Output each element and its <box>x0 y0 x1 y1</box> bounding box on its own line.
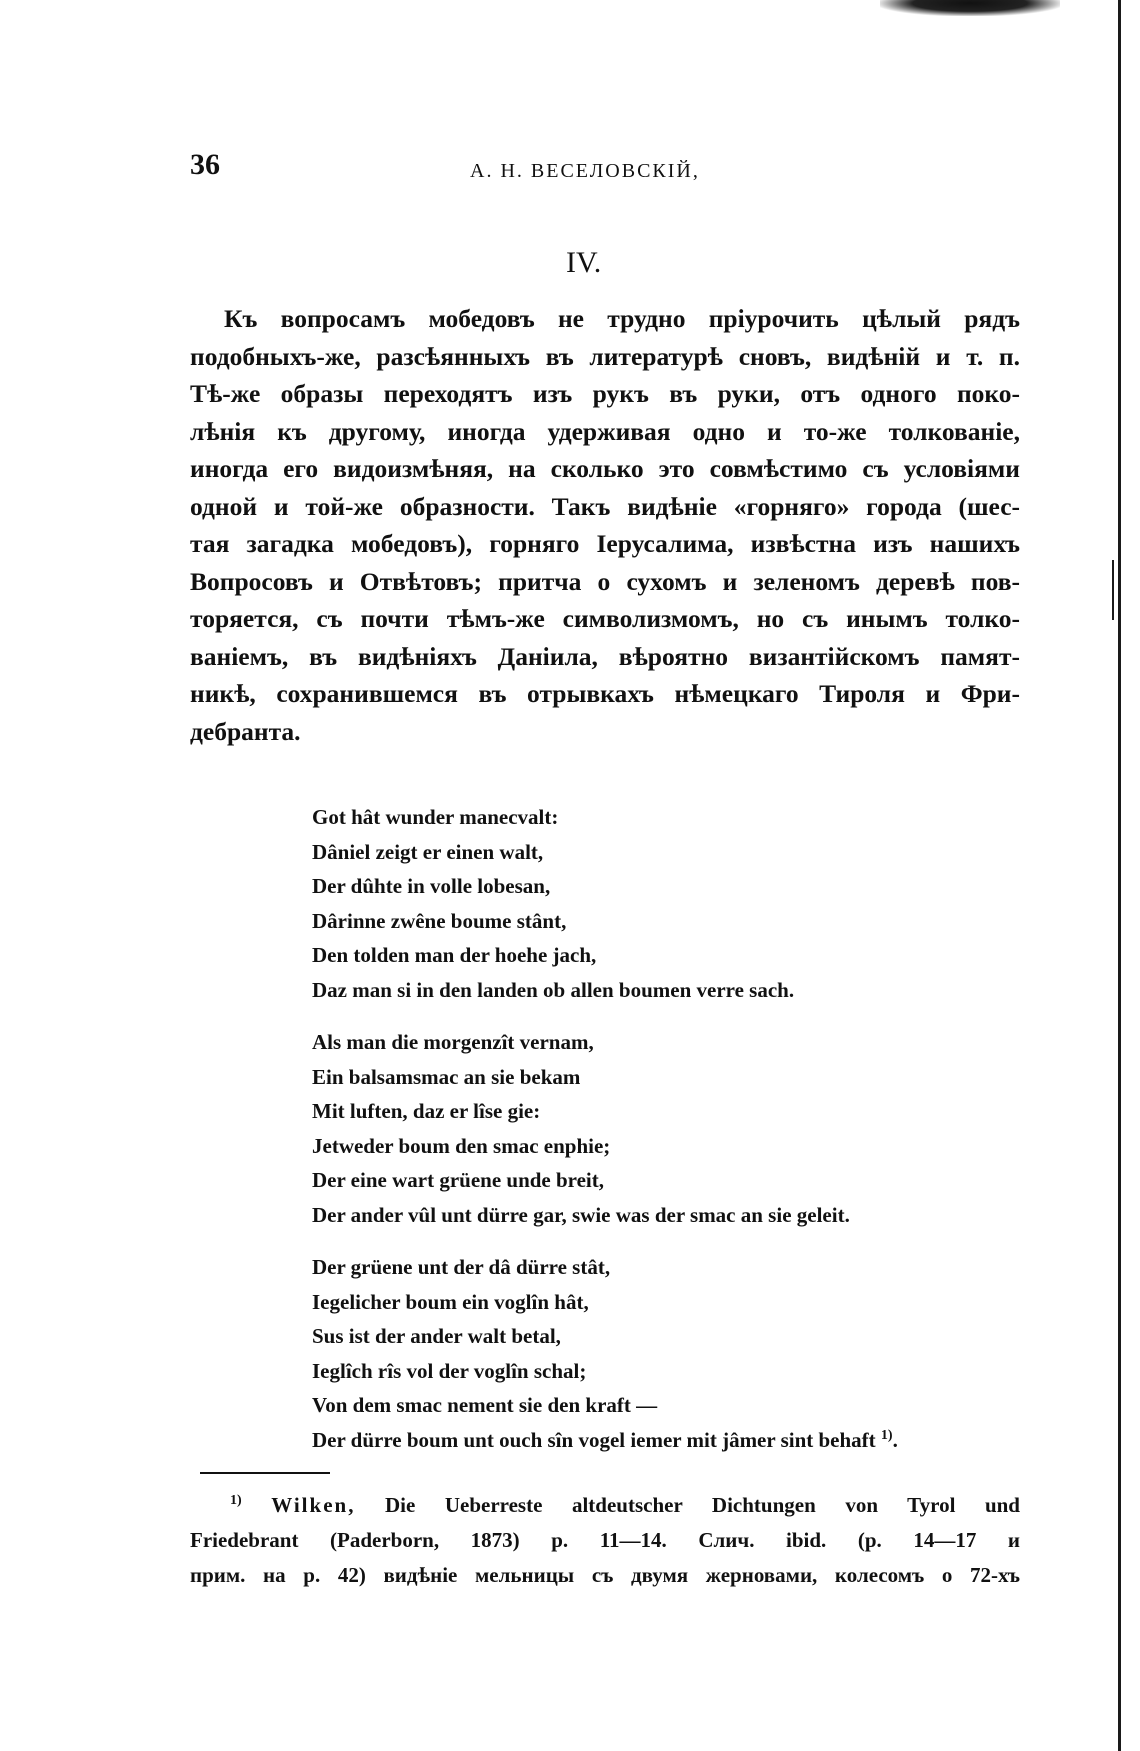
verse-line: Dâniel zeigt er einen walt, <box>312 839 544 864</box>
footnote-text: Die Ueberreste altdeutscher Dichtungen von Tyrol und <box>384 1493 1020 1517</box>
verse-line: Den tolden man der hoehe jach, <box>312 943 597 967</box>
verse-line: Ein balsamsmac an sie bekam <box>312 1064 581 1089</box>
verse-line: Von dem smac nement sie den kraft — <box>312 1393 658 1417</box>
verse-line: Got hât wunder manecvalt: <box>312 805 559 829</box>
footnote-line <box>190 1488 1020 1523</box>
paragraph-line: дебранта. <box>190 716 301 746</box>
poem-stanza-3 <box>312 1250 898 1457</box>
page-number: 36 <box>190 148 220 181</box>
footnote <box>190 1488 1020 1593</box>
verse-line: Der grüene unt der dâ dürre stât, <box>312 1255 611 1279</box>
footnote-line: прим. на р. 42) видѣніе мельницы съ двумя жерновами, колесомъ о 72-хъ <box>190 1563 1020 1587</box>
footnote-author: Wilken, <box>271 1493 356 1517</box>
verse-line: Ieglîch rîs vol der voglîn schal; <box>312 1358 587 1383</box>
paragraph-line: одной и той-же образности. Такъ видѣніе «горняго» города (шес- <box>190 491 1020 521</box>
paragraph-line: никѣ, сохранившемся въ отрывкахъ нѣмецкаго Тироля и Фри- <box>190 679 1020 708</box>
poem-stanza-1 <box>312 800 898 1007</box>
paragraph-line: Вопросовъ и Отвѣтовъ; притча о сухомъ и зеленомъ деревѣ пов- <box>190 566 1020 596</box>
paragraph-line: подобныхъ-же, разсѣянныхъ въ литературѣ сновъ, видѣній и т. п. <box>190 341 1020 371</box>
verse-text: Der dürre boum unt ouch sîn vogel iemer mit jâmer sint behaft <box>312 1427 876 1452</box>
verse-line: Dârinne zwêne boume stânt, <box>312 908 567 933</box>
verse-line: Mit luften, daz er lîse gie: <box>312 1099 541 1123</box>
verse-line: Als man die morgenzît vernam, <box>312 1030 594 1054</box>
verse-line: Der eine wart grüene unde breit, <box>312 1168 605 1192</box>
verse-line: Der ander vûl unt dürre gar, swie was der smac an sie geleit. <box>312 1202 850 1227</box>
paragraph-line: Тѣ-же образы переходятъ изъ рукъ въ руки, отъ одного поко- <box>190 379 1020 408</box>
page-edge-fragment <box>1112 560 1114 620</box>
paragraph-line: иногда его видоизмѣняя, на сколько это совмѣстимо съ условіями <box>190 454 1020 483</box>
ink-smudge <box>880 0 1060 16</box>
paragraph-line: ваніемъ, въ видѣніяхъ Даніила, вѣроятно византійскомъ памят- <box>190 641 1020 671</box>
poem-quotation <box>312 800 898 1475</box>
verse-line: Der dûhte in volle lobesan, <box>312 874 551 898</box>
paragraph-line: Къ вопросамъ мобедовъ не трудно пріурочить цѣлый рядъ <box>224 304 1020 333</box>
verse-line: Iegelicher boum ein voglîn hât, <box>312 1289 589 1314</box>
poem-stanza-2 <box>312 1025 898 1232</box>
verse-line-with-footnote: Der dürre boum unt ouch sîn vogel iemer mit jâmer sint behaft $^{1)}$. <box>312 1427 898 1452</box>
section-numeral: IV. <box>566 246 602 279</box>
page-edge-line <box>1118 0 1121 1751</box>
footnote-divider <box>200 1472 330 1474</box>
footnote-line: Friedebrant (Paderborn, 1873) p. 11—14. Слич. ibid. (p. 14—17 и <box>190 1528 1020 1552</box>
paragraph-line: торяется, съ почти тѣмъ-же символизмомъ, но съ инымъ толко- <box>190 604 1020 633</box>
footnote-reference: 1) <box>880 1427 893 1443</box>
verse-line: Sus ist der ander walt betal, <box>312 1324 561 1348</box>
verse-line: Daz man si in den landen ob allen boumen verre sach. <box>312 977 795 1002</box>
footnote-marker: 1) <box>230 1493 242 1508</box>
body-paragraph <box>190 300 1020 750</box>
verse-line: Jetweder boum den smac enphie; <box>312 1133 611 1158</box>
paragraph-line: лѣнія къ другому, иногда удерживая одно и то-же толкованіе, <box>190 416 1020 446</box>
paragraph-line: тая загадка мобедовъ), горняго Іерусалима, извѣстна изъ нашихъ <box>190 529 1020 558</box>
running-head: А. Н. ВЕСЕЛОВСКІЙ, <box>470 160 700 182</box>
